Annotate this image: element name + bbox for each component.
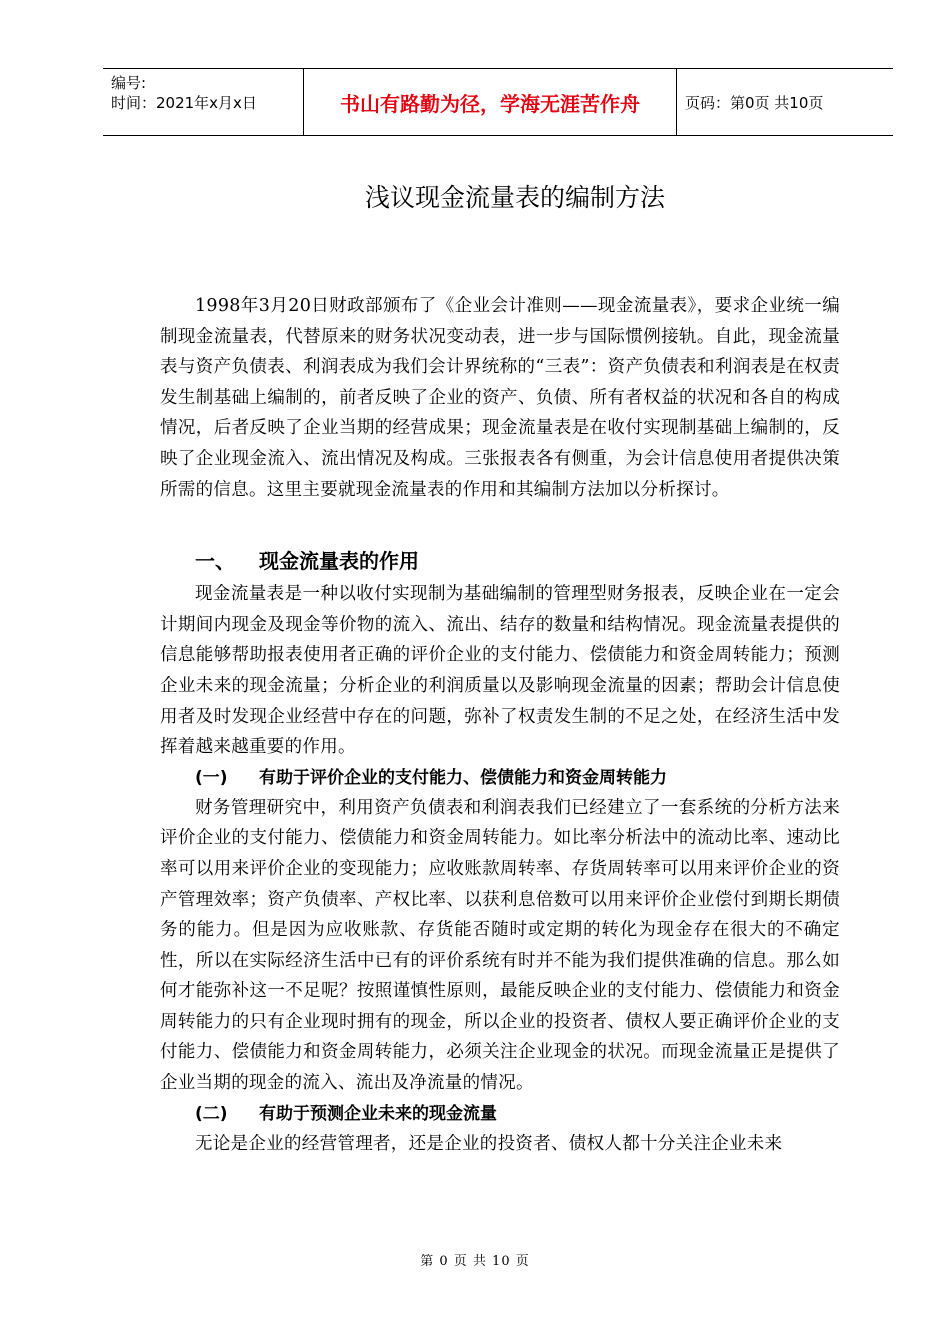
header-meta-cell [103, 69, 304, 135]
motto-text: 书山有路勤为径，学海无涯苦作舟 [340, 91, 640, 116]
section-number: 一、 [195, 549, 235, 574]
time-label: 时间：2021年x月x日 [111, 94, 257, 112]
subsection-heading-1 [160, 763, 840, 793]
section-heading-1 [160, 543, 840, 579]
subsection-heading-2 [160, 1099, 840, 1129]
document-title: 浅议现金流量表的编制方法 [364, 183, 665, 212]
intro-paragraph: 1998年3月20日财政部颁布了《企业会计准则——现金流量表》，要求企业统一编制现金流量表，代替原来的财务状况变动表，进一步与国际惯例接轨。自此，现金流量表与资产负债表、利润表成为我们会计界统称的“三表”：资产负债表和利润表是在权责发生制基础上编制的，前者反映了企业的资产、负债、所有者权益的状况和各自的构成情况，后者反映了企业当期的经营成果；现金流量表是在收付实现制基础上编制的，反映了企业现金流入、流出情况及构成。三张报表各有侧重，为会计信息使用者提供决策所需的信息。这里主要就现金流量表的作用和其编制方法加以分析探讨。 [160, 296, 840, 500]
number-label: 编号: [111, 74, 147, 92]
page-info: 页码：第0页 共10页 [685, 93, 824, 112]
subsection-title: 有助于评价企业的支付能力、偿债能力和资金周转能力 [259, 767, 667, 788]
header-table [103, 68, 893, 136]
subsection-2-paragraph: 无论是企业的经营管理者，还是企业的投资者、债权人都十分关注企业未来 [195, 1133, 783, 1154]
header-motto-cell [304, 69, 677, 135]
header-page-cell [677, 69, 893, 135]
section-title: 现金流量表的作用 [259, 549, 419, 574]
subsection-title: 有助于预测企业未来的现金流量 [259, 1103, 497, 1124]
page-footer: 第 0 页 共 10 页 [420, 1254, 530, 1269]
subsection-1-paragraph: 财务管理研究中，利用资产负债表和利润表我们已经建立了一套系统的分析方法来评价企业的支付能力、偿债能力和资金周转能力。如比率分析法中的流动比率、速动比率可以用来评价企业的变现能力；应收账款周转率、存货周转率可以用来评价企业的资产管理效率；资产负债率、产权比率、以获利息倍数可以用来评价企业偿付到期长期债务的能力。但是因为应收账款、存货能否随时或定期的转化为现金存在很大的不确定性，所以在实际经济生活中已有的评价系统有时并不能为我们提供准确的信息。那么如何才能弥补这一不足呢？按照谨慎性原则，最能反映企业的支付能力、偿债能力和资金周转能力的只有企业现时拥有的现金，所以企业的投资者、债权人要正确评价企业的支付能力、偿债能力和资金周转能力，必须关注企业现金的状况。而现金流量正是提供了企业当期的现金的流入、流出及净流量的情况。 [160, 797, 840, 1094]
subsection-number: (一) [195, 767, 228, 788]
document-body [160, 291, 840, 1159]
subsection-number: (二) [195, 1103, 228, 1124]
section-1-paragraph: 现金流量表是一种以收付实现制为基础编制的管理型财务报表，反映企业在一定会计期间内现金及现金等价物的流入、流出、结存的数量和结构情况。现金流量表提供的信息能够帮助报表使用者正确的评价企业的支付能力、偿债能力和资金周转能力；预测企业未来的现金流量；分析企业的利润质量以及影响现金流量的因素；帮助会计信息使用者及时发现企业经营中存在的问题，弥补了权责发生制的不足之处，在经济生活中发挥着越来越重要的作用。 [160, 584, 840, 758]
